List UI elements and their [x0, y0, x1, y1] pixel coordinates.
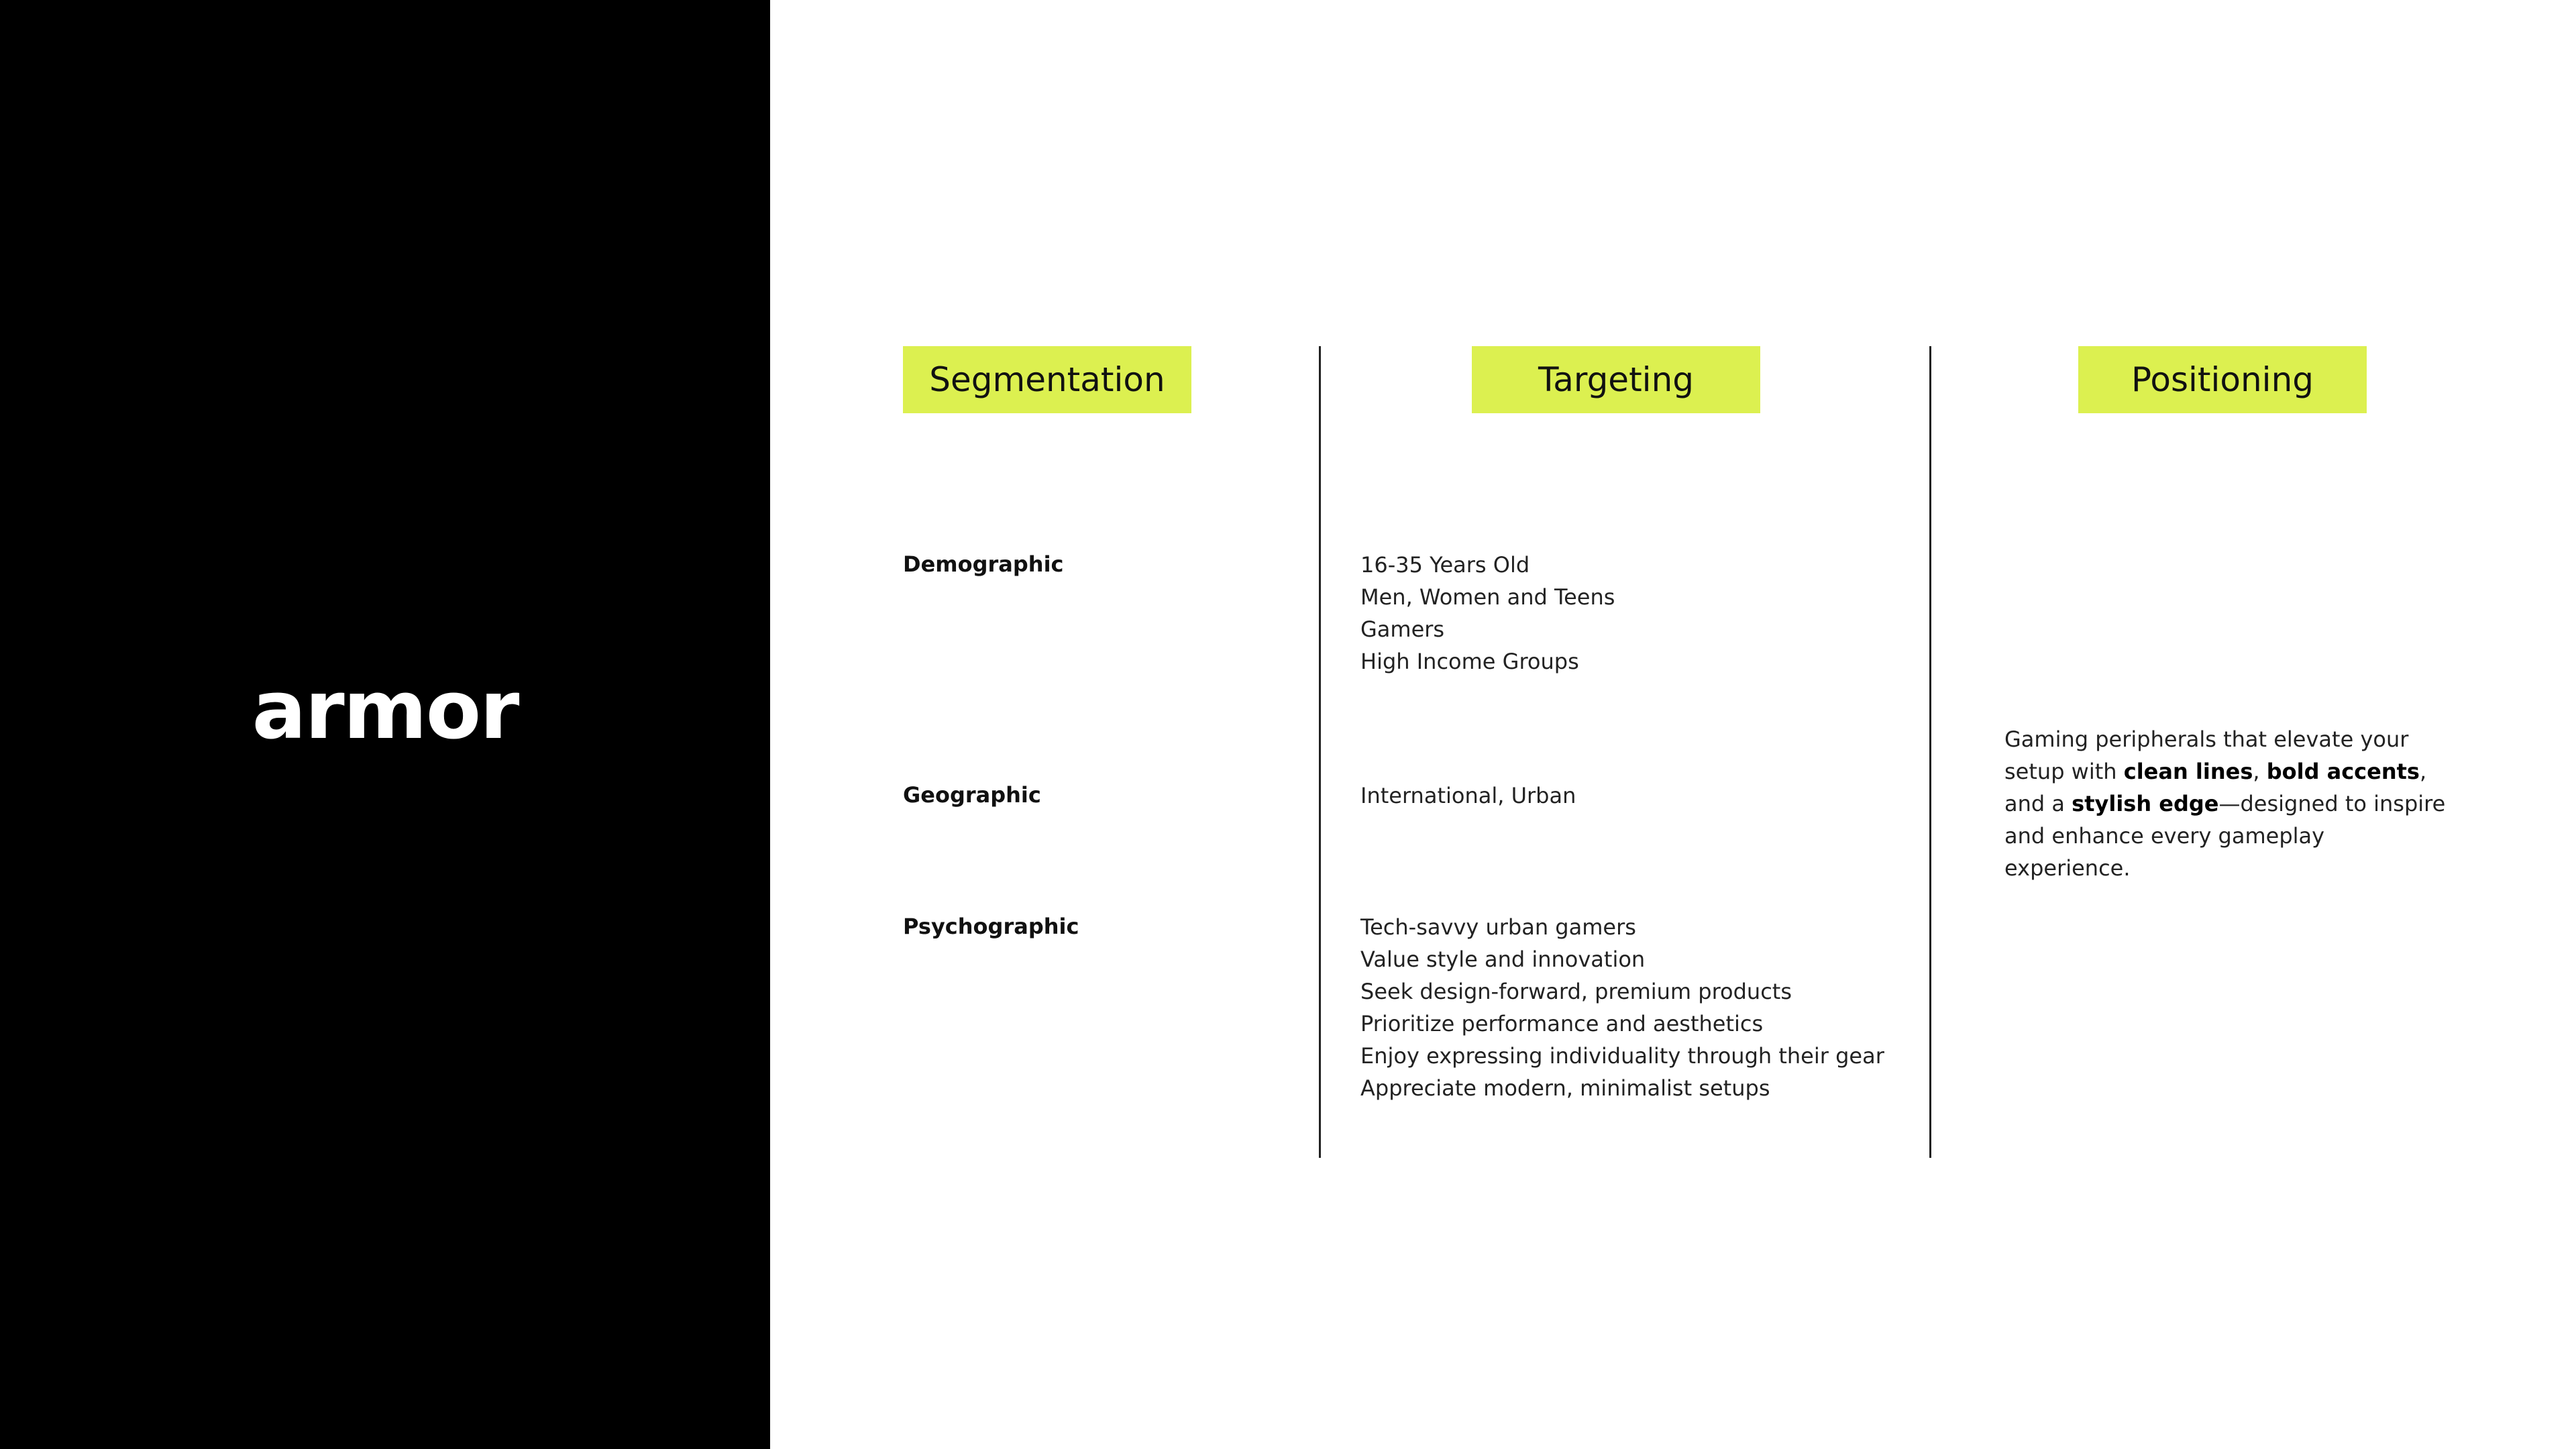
targeting-header: Targeting [1472, 346, 1760, 413]
list-item: 16-35 Years Old [1360, 552, 1530, 578]
positioning-emphasis: clean lines [2123, 759, 2253, 784]
list-item: International, Urban [1360, 783, 1576, 808]
list-item: Tech-savvy urban gamers [1360, 914, 1636, 940]
positioning-text: Gaming peripherals that elevate your setup with [2004, 727, 2409, 784]
positioning-text: , [2253, 759, 2267, 784]
column-divider [1319, 346, 1321, 1158]
list-item: Seek design-forward, premium products [1360, 979, 1792, 1004]
segment-label-demographic: Demographic [903, 551, 1064, 577]
targeting-demographic-list [1360, 549, 1615, 678]
positioning-statement [2004, 723, 2447, 884]
list-item: Value style and innovation [1360, 947, 1646, 972]
positioning-header: Positioning [2078, 346, 2367, 413]
segment-label-geographic: Geographic [903, 782, 1041, 808]
list-item: Prioritize performance and aesthetics [1360, 1011, 1764, 1036]
positioning-emphasis: stylish edge [2072, 791, 2219, 816]
segment-label-psychographic: Psychographic [903, 914, 1079, 939]
list-item: Gamers [1360, 616, 1445, 642]
list-item: Enjoy expressing individuality through their gear [1360, 1043, 1884, 1069]
segmentation-header: Segmentation [903, 346, 1191, 413]
brand-panel [0, 0, 770, 1449]
brand-logo-text: armor [252, 664, 519, 757]
targeting-psychographic-list [1360, 911, 1884, 1104]
list-item: Men, Women and Teens [1360, 584, 1615, 610]
list-item: High Income Groups [1360, 649, 1579, 674]
positioning-text: , and a [2004, 759, 2427, 816]
list-item: Appreciate modern, minimalist setups [1360, 1075, 1770, 1101]
positioning-emphasis: bold accents [2266, 759, 2420, 784]
column-divider [1929, 346, 1931, 1158]
targeting-geographic-list [1360, 780, 1576, 812]
positioning-text: —designed to inspire and enhance every gameplay experience. [2004, 791, 2446, 881]
